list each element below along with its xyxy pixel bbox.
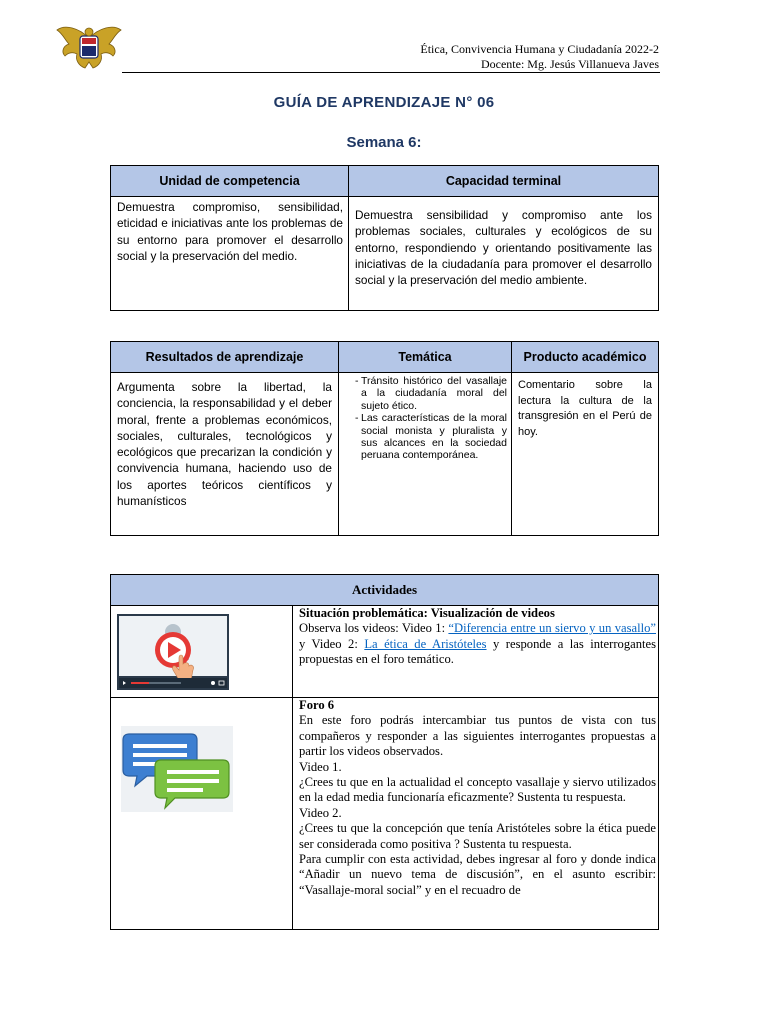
product-cell: Comentario sobre la lectura la cultura de la transgresión en el Perú de hoy.	[512, 373, 659, 536]
forum-question-2: ¿Crees tu que la concepción que tenía Aristóteles sobre la ética puede ser considerada como positiva ? Sustenta tu respuesta.	[299, 821, 656, 851]
activities-heading: Actividades	[111, 575, 659, 606]
forum-title: Foro 6	[299, 698, 335, 712]
course-name: Ética, Convivencia Humana y Ciudadanía 2022-2	[420, 42, 659, 56]
forum-cell	[293, 698, 659, 930]
header-divider	[122, 72, 660, 73]
topic-item: - Las características de la moral social monista y pluralista y sus alcances en la sociedad peruana contemporánea.	[355, 412, 507, 462]
forum-video1-label: Video 1.	[299, 759, 342, 774]
activities-table	[110, 574, 659, 930]
video1-link[interactable]: “Diferencia entre un siervo y un vasallo”	[448, 621, 656, 636]
university-crest-logo	[55, 22, 123, 74]
video2-link[interactable]: La ética de Aristóteles	[364, 636, 487, 651]
unit-cell: Demuestra compromiso, sensibilidad, eticidad e iniciativas ante los problemas de su entorno para promover el desarrollo social y la preservación del medio.	[111, 197, 349, 311]
situation-text: Observa los videos: Video 1: “Diferencia entre un siervo y un vasallo” y Video 2: La ética de Aristóteles y responde a las interrogantes propuestas en el foro temático.	[299, 621, 656, 667]
learning-table	[110, 341, 659, 536]
results-cell: Argumenta sobre la libertad, la conciencia, la responsabilidad y el deber moral, frente a problemas económicos, sociales, culturales, tecnológicos y ecológicos que precarizan la condición y convivencia humana, haciendo uso de los aportes teóricos científicos y humanísticos	[111, 373, 339, 536]
header-results: Resultados de aprendizaje	[111, 342, 339, 373]
topic-item: - Tránsito histórico del vasallaje a la ciudadanía moral del sujeto ético.	[355, 375, 507, 412]
page-title: GUÍA DE APRENDIZAJE N° 06	[273, 94, 495, 111]
header-topics: Temática	[339, 342, 512, 373]
forum-instructions: Para cumplir con esta actividad, debes ingresar al foro y donde indica “Añadir un nuevo tema de discusión”, en el asunto escribir: “Vasallaje-moral social” y en el recuadro de	[299, 852, 656, 897]
situation-title: Situación problemática: Visualización de videos	[299, 606, 555, 620]
header-capacity: Capacidad terminal	[349, 166, 659, 197]
forum-video2-label: Video 2.	[299, 805, 342, 820]
video-player-icon[interactable]	[117, 614, 229, 690]
capacity-cell: Demuestra sensibilidad y compromiso ante los problemas sociales, culturales y ecológicos de su entorno, respondiendo y orientando positivamente las iniciativas de la ciudadanía para promover el desarrollo social y la preservación del medio ambiente.	[349, 197, 659, 311]
forum-question-1: ¿Crees tu que en la actualidad el concepto vasallaje y siervo utilizados en la edad media funcionaría eficazmente? Sustenta tu respuesta.	[299, 775, 656, 805]
header-unit: Unidad de competencia	[111, 166, 349, 197]
document-header	[420, 42, 659, 72]
competency-table	[110, 165, 659, 311]
chat-bubbles-icon	[121, 726, 233, 812]
week-title: Semana 6:	[346, 134, 422, 151]
forum-intro: En este foro podrás intercambiar tus puntos de vista con tus compañeros y responder a las siguientes interrogantes propuestas a partir los videos observados.	[299, 713, 656, 759]
topics-cell	[339, 373, 512, 536]
situation-cell	[293, 606, 659, 698]
forum-thumb-cell	[111, 698, 293, 930]
header-product: Producto académico	[512, 342, 659, 373]
teacher-name: Docente: Mg. Jesús Villanueva Javes	[480, 57, 659, 71]
video-thumb-cell	[111, 606, 293, 698]
